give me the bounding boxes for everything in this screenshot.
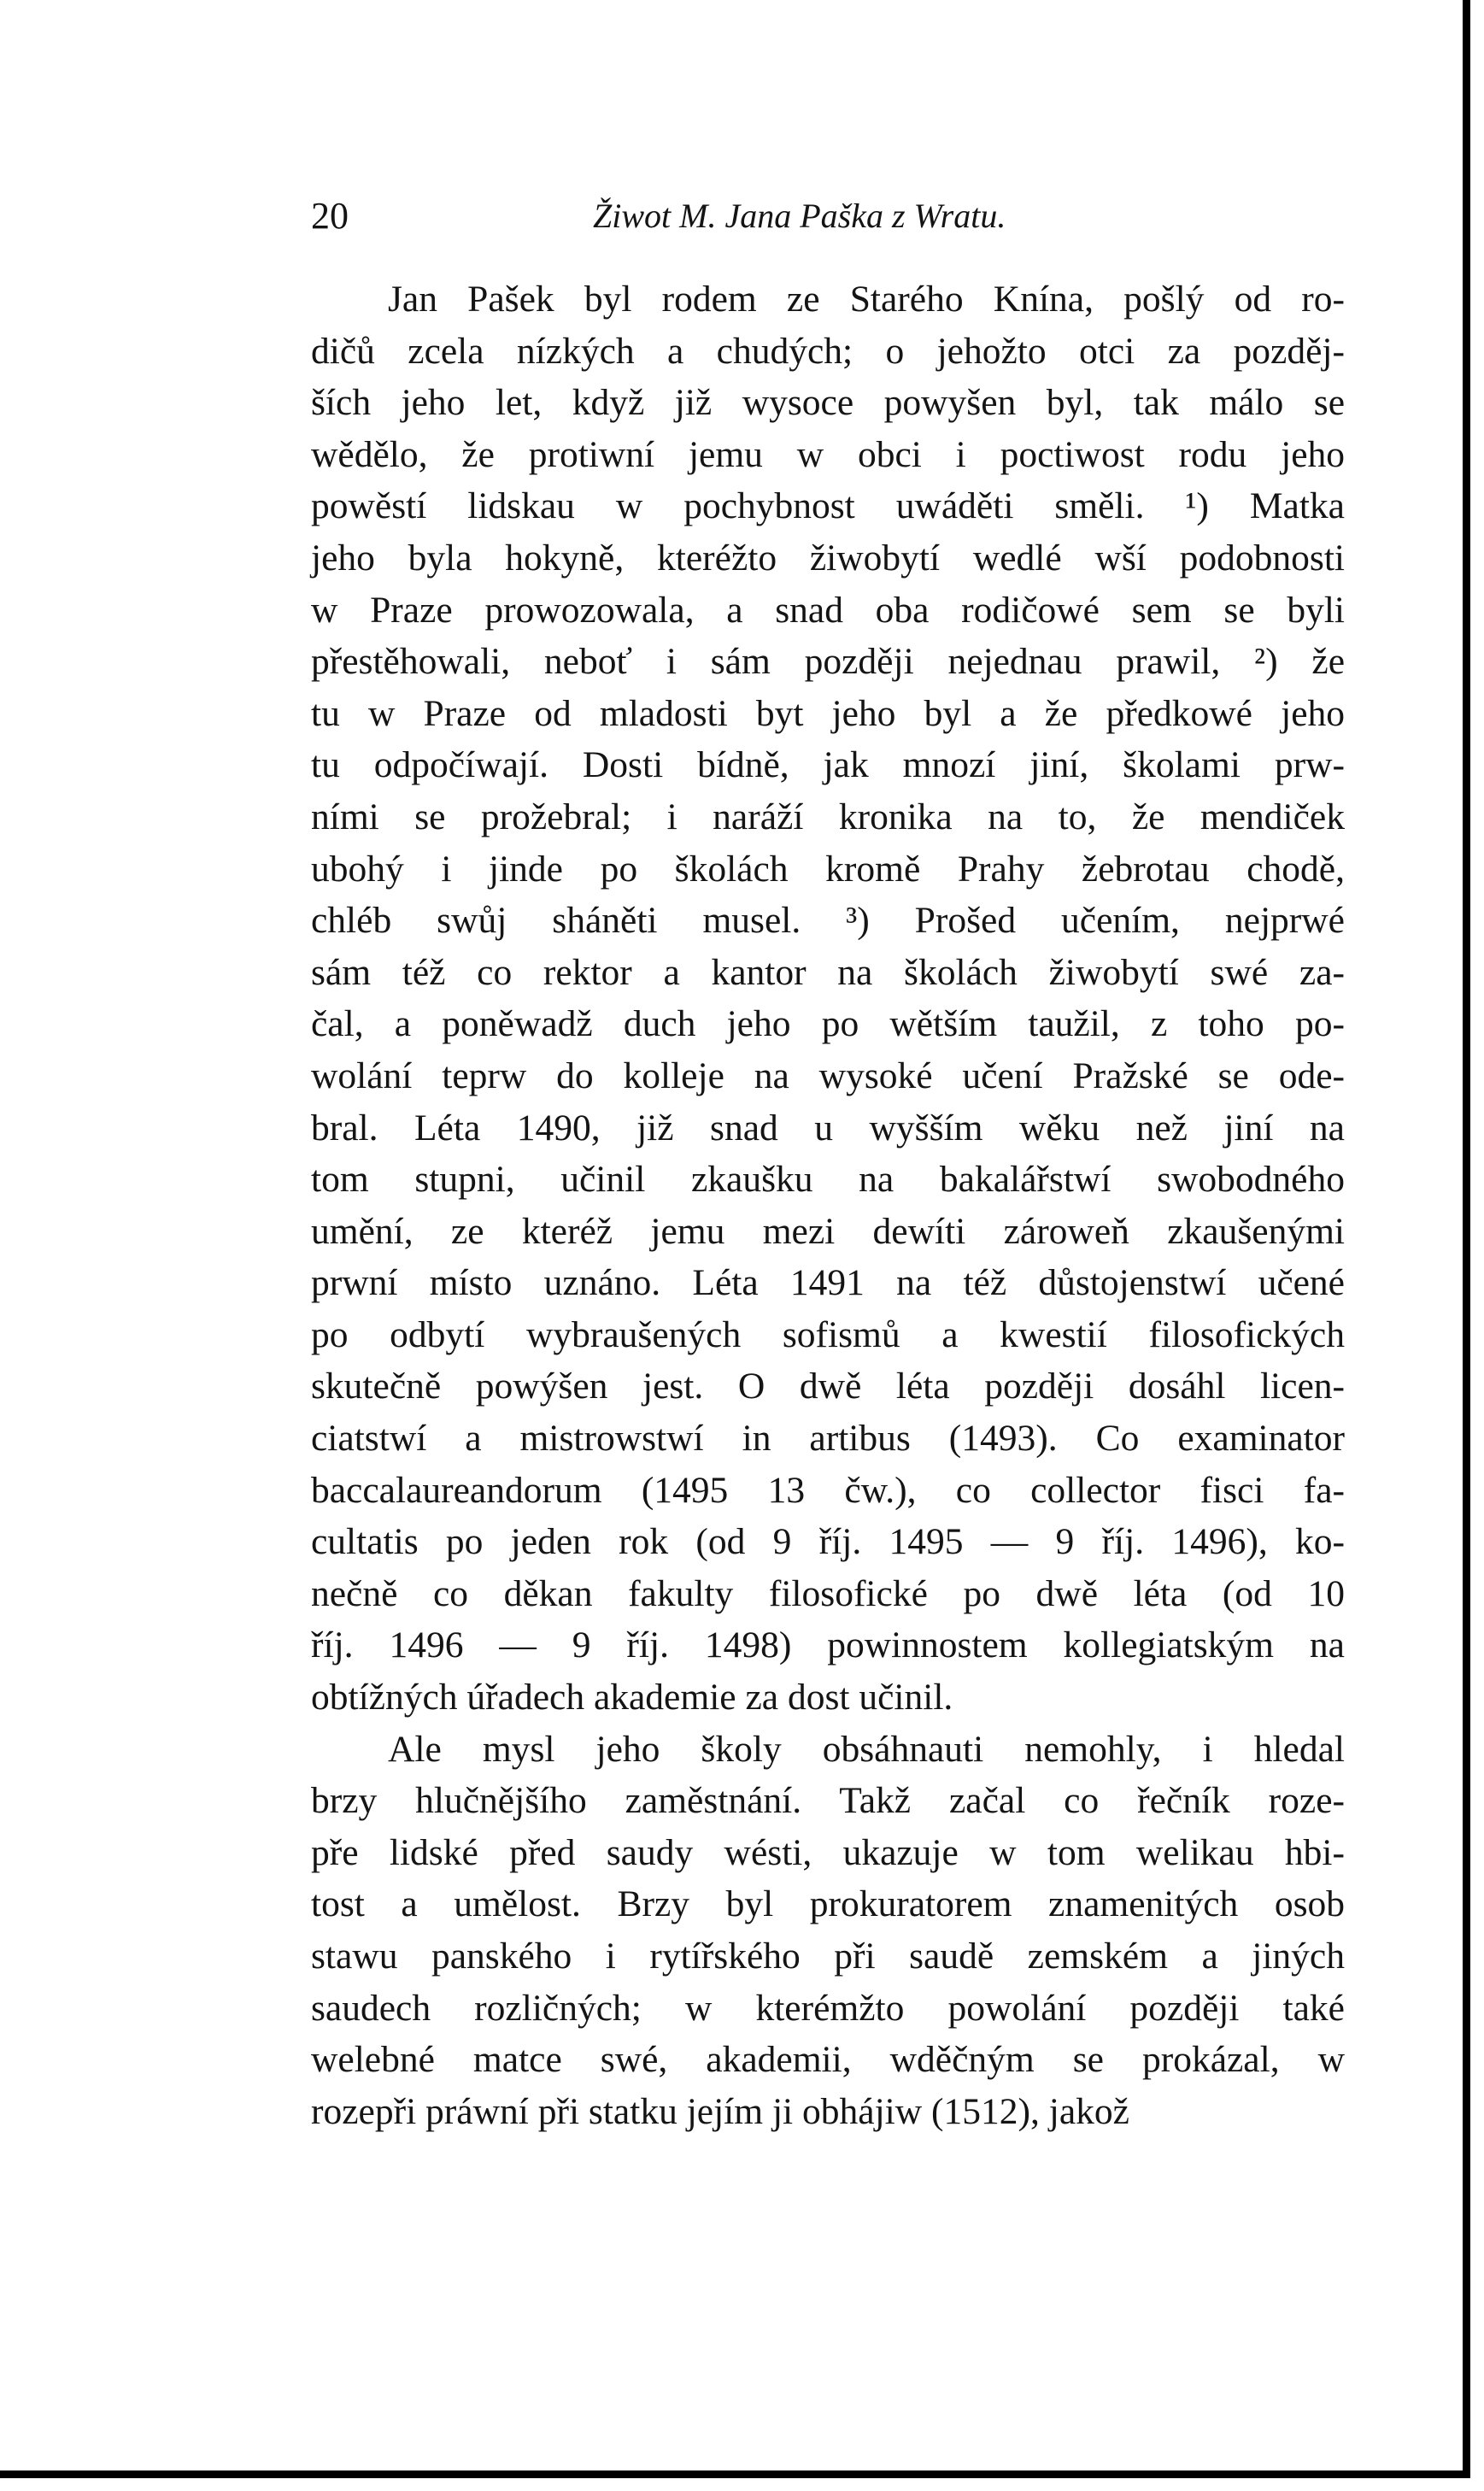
text-line: tom stupni, učinil zkaušku na bakalářstwí swobodného [311, 1159, 1345, 1201]
text-line: chléb swůj sháněti musel. ³) Prošed učením, nejprwé [311, 900, 1345, 942]
text-line: rozepři práwní při statku jejím ji obhájiw (1512), jakož [311, 2090, 1129, 2132]
text-line: jeho byla hokyně, kteréžto žiwobytí wedlé wší podobnosti [311, 537, 1345, 579]
page-number: 20 [311, 195, 349, 237]
text-line: stawu panského i rytířského při saudě zemském a jiných [311, 1936, 1345, 1977]
text-line: bral. Léta 1490, již snad u wyšším wěku než jiní na [311, 1107, 1345, 1149]
text-line: brzy hlučnějšího zaměstnání. Takž začal co řečník roze- [311, 1780, 1345, 1822]
text-line: welebné matce swé, akademii, wděčným se prokázal, w [311, 2039, 1345, 2081]
paragraph-2 [311, 1724, 1345, 2138]
text-line: tu w Praze od mladosti byt jeho byl a že předkowé jeho [311, 692, 1345, 734]
text-line: Jan Pašek byl rodem ze Starého Knína, pošlý od ro- [388, 279, 1345, 320]
text-line: po odbytí wybraušených sofismů a kwestií filosofických [311, 1313, 1345, 1355]
text-line: saudech rozličných; w kterémžto powolání později také [311, 1987, 1345, 2029]
text-line: ními se prožebral; i naráží kronika na to, že mendiček [311, 796, 1345, 837]
running-title: Žiwot M. Jana Paška z Wratu. [593, 197, 1006, 235]
text-line: přestěhowali, neboť i sám později nejednau prawil, ²) že [311, 641, 1345, 683]
body-text [311, 273, 1345, 2137]
text-line: tu odpočíwají. Dosti bídně, jak mnozí jiní, školami prw- [311, 744, 1345, 786]
text-line: čal, a poněwadž duch jeho po wětším taužil, z toho po- [311, 1003, 1345, 1045]
text-line: dičů zcela nízkých a chudých; o jehožto otci za pozděj- [311, 330, 1345, 372]
text-line: sám též co rektor a kantor na školách žiwobytí swé za- [311, 951, 1345, 993]
text-line: w Praze prowozowala, a snad oba rodičowé sem se byli [311, 589, 1345, 631]
text-line: ších jeho let, když již wysoce powyšen byl, tak málo se [311, 382, 1345, 424]
text-line: skutečně powýšen jest. O dwě léta později dosáhl licen- [311, 1366, 1345, 1407]
text-line: wědělo, že protiwní jemu w obci i poctiwost rodu jeho [311, 433, 1345, 475]
text-line: ciatstwí a mistrowstwí in artibus (1493). Co examinator [311, 1418, 1345, 1460]
paragraph-1 [311, 273, 1345, 1724]
text-line: tost a umělost. Brzy byl prokuratorem znamenitých osob [311, 1883, 1345, 1925]
text-line: říj. 1496 — 9 říj. 1498) powinnostem kollegiatským na [311, 1624, 1345, 1666]
text-line: Ale mysl jeho školy obsáhnauti nemohly, i hledal [388, 1728, 1345, 1770]
text-line: pře lidské před saudy wésti, ukazuje w tom welikau hbi- [311, 1831, 1345, 1873]
text-line: powěstí lidskau w pochybnost uwáděti směli. ¹) Matka [311, 485, 1345, 527]
text-line: prwní místo uznáno. Léta 1491 na též důstojenstwí učené [311, 1262, 1345, 1304]
text-line: nečně co děkan fakulty filosofické po dwě léta (od 10 [311, 1572, 1345, 1614]
text-line: baccalaureandorum (1495 13 čw.), co collector fisci fa- [311, 1469, 1345, 1511]
page-header [311, 195, 1345, 238]
text-line: cultatis po jeden rok (od 9 říj. 1495 — 9 říj. 1496), ko- [311, 1521, 1345, 1563]
text-line: ubohý i jinde po školách kromě Prahy žebrotau chodě, [311, 848, 1345, 890]
text-line: obtížných úřadech akademie za dost učinil. [311, 1677, 953, 1718]
text-line: wolání teprw do kolleje na wysoké učení Pražské se ode- [311, 1055, 1345, 1096]
text-line: umění, ze kteréž jemu mezi dewíti zároweň zkaušenými [311, 1210, 1345, 1252]
